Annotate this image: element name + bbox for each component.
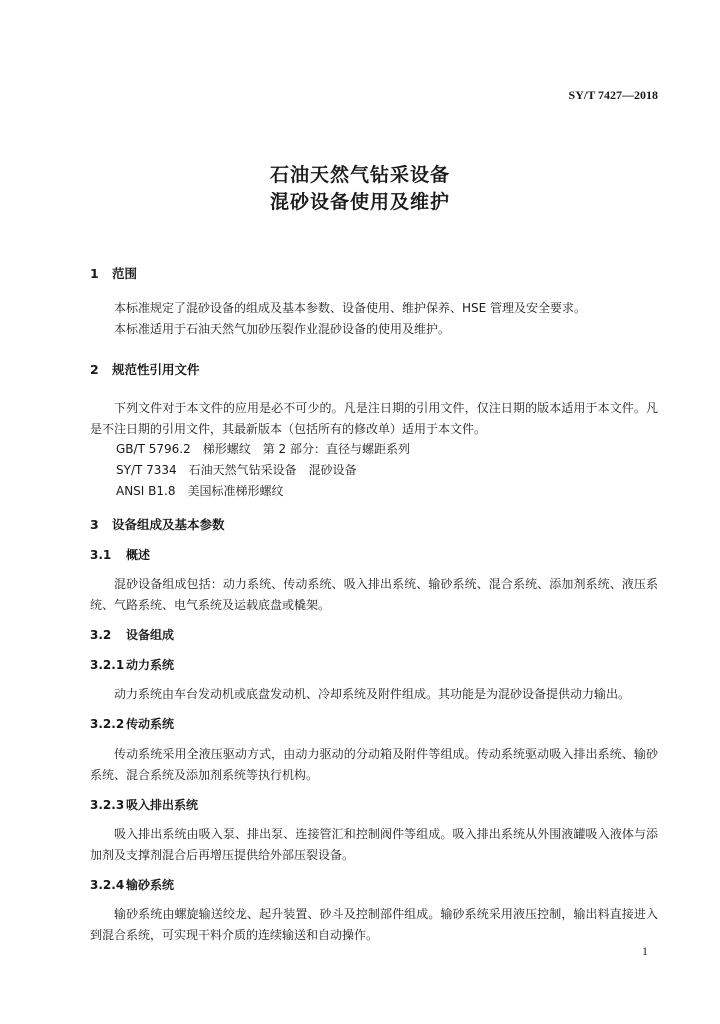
section-3-2-2-paragraph: 传动系统采用全液压驱动方式，由动力驱动的分动箱及附件等组成。传动系统驱动吸入排出系统、输砂系统、混合系统及添加剂系统等执行机构。 bbox=[90, 747, 658, 782]
section-2-paragraph: 下列文件对于本文件的应用是必不可少的。凡是注日期的引用文件，仅注日期的版本适用于本文件。凡是不注日期的引用文件，其最新版本（包括所有的修改单）适用于本文件。 bbox=[90, 401, 658, 436]
section-3-2-3-heading bbox=[90, 796, 198, 813]
section-title: 规范性引用文件 bbox=[112, 362, 200, 377]
section-3-2-2-heading bbox=[90, 715, 174, 732]
normative-reference-3: ANSI B1.8 美国标准梯形螺纹 bbox=[116, 484, 284, 498]
section-3-2-3-paragraph: 吸入排出系统由吸入泵、排出泵、连接管汇和控制阀件等组成。吸入排出系统从外围液罐吸入液体与添加剂及支撑剂混合后再增压提供给外部压裂设备。 bbox=[90, 827, 658, 862]
section-3-2-1-heading bbox=[90, 656, 174, 673]
section-3-2-1-paragraph: 动力系统由车台发动机或底盘发动机、冷却系统及附件组成。其功能是为混砂设备提供动力输出。 bbox=[114, 687, 631, 701]
section-number: 3.2.1 bbox=[90, 658, 125, 672]
section-3-2-4-heading bbox=[90, 876, 174, 893]
section-3-2-heading bbox=[90, 626, 174, 643]
document-title-line-1: 石油天然气钻采设备 bbox=[269, 164, 450, 186]
section-3-heading bbox=[90, 515, 225, 533]
section-title: 设备组成 bbox=[126, 628, 175, 642]
section-number: 3.2.4 bbox=[90, 878, 125, 892]
section-3-1-heading bbox=[90, 546, 150, 563]
normative-reference-2: SY/T 7334 石油天然气钻采设备 混砂设备 bbox=[116, 463, 357, 477]
section-title: 吸入排出系统 bbox=[126, 798, 199, 812]
section-title: 传动系统 bbox=[126, 717, 175, 731]
page-number: 1 bbox=[642, 944, 648, 958]
document-title-line-2: 混砂设备使用及维护 bbox=[269, 191, 450, 213]
section-number: 3.2.3 bbox=[90, 798, 125, 812]
standard-number: SY/T 7427—2018 bbox=[568, 88, 658, 102]
section-number: 2 bbox=[90, 362, 99, 377]
section-number: 3 bbox=[90, 517, 99, 532]
section-1-paragraph-1: 本标准规定了混砂设备的组成及基本参数、设备使用、维护保养、HSE 管理及安全要求。 bbox=[114, 301, 587, 315]
section-title: 动力系统 bbox=[126, 658, 175, 672]
section-number: 1 bbox=[90, 266, 99, 281]
section-title: 输砂系统 bbox=[126, 878, 175, 892]
section-2-heading bbox=[90, 360, 200, 378]
section-3-2-4-paragraph: 输砂系统由螺旋输送绞龙、起升装置、砂斗及控制部件组成。输砂系统采用液压控制，输出料直接进入到混合系统，可实现干料介质的连续输送和自动操作。 bbox=[90, 907, 658, 942]
section-title: 设备组成及基本参数 bbox=[112, 517, 225, 532]
section-title: 范围 bbox=[112, 266, 138, 281]
section-title: 概述 bbox=[126, 548, 151, 562]
section-number: 3.2.2 bbox=[90, 717, 125, 731]
section-1-heading bbox=[90, 264, 137, 282]
section-3-1-paragraph: 混砂设备组成包括：动力系统、传动系统、吸入排出系统、输砂系统、混合系统、添加剂系统、液压系统、气路系统、电气系统及运载底盘或橇架。 bbox=[90, 577, 658, 612]
section-number: 3.1 bbox=[90, 548, 112, 562]
normative-reference-1: GB/T 5796.2 梯形螺纹 第 2 部分：直径与螺距系列 bbox=[116, 442, 410, 456]
section-number: 3.2 bbox=[90, 628, 112, 642]
section-1-paragraph-2: 本标准适用于石油天然气加砂压裂作业混砂设备的使用及维护。 bbox=[114, 322, 451, 336]
